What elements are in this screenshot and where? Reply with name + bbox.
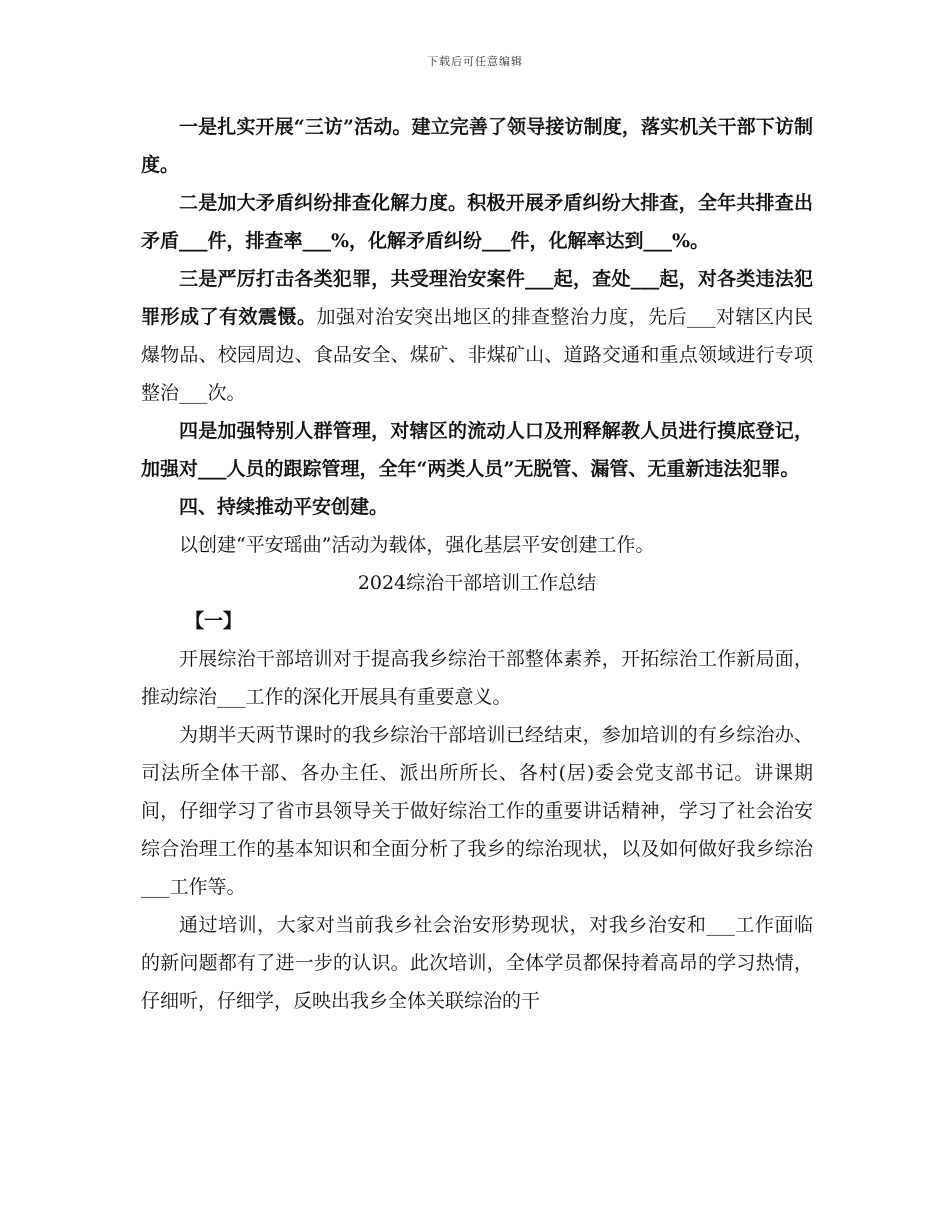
paragraph-3-rest: 加强对治安突出地区的排查整治力度，先后___对辖区内民爆物品、校园周边、食品安全、煤矿、非煤矿山、道路交通和重点领域进行专项整治___次。 bbox=[141, 306, 813, 404]
paragraph-6 bbox=[141, 526, 813, 564]
section-paragraph-1: 开展综治干部培训对于提高我乡综治干部整体素养，开拓综治工作新局面，推动综治___工作的深化开展具有重要意义。 bbox=[141, 648, 813, 708]
document-body bbox=[141, 108, 813, 1020]
paragraph-4-bold: 四是加强特别人群管理，对辖区的流动人口及刑释解教人员进行摸底登记，加强对___人员的跟踪管理，全年“两类人员”无脱管、漏管、无重新违法犯罪。 bbox=[141, 420, 813, 480]
paragraph-2 bbox=[141, 184, 813, 260]
section-paragraph-2: 为期半天两节课时的我乡综治干部培训已经结束，参加培训的有乡综治办、司法所全体干部、各办主任、派出所所长、各村(居)委会党支部书记。讲课期间，仔细学习了省市县领导关于做好综治工作的重要讲话精神，学习了社会治安综合治理工作的基本知识和全面分析了我乡的综治现状，以及如何做好我乡综治___工作等。 bbox=[141, 724, 813, 898]
paragraph-5-heading bbox=[141, 488, 813, 526]
paragraph-4 bbox=[141, 412, 813, 488]
section-marker: 【一】 bbox=[185, 610, 243, 632]
paragraph-1-bold: 一是扎实开展“三访”活动。建立完善了领导接访制度，落实机关干部下访制度。 bbox=[141, 116, 813, 176]
page-header: 下载后可任意编辑 bbox=[427, 55, 523, 68]
paragraph-3 bbox=[141, 260, 813, 412]
paragraph-1 bbox=[141, 108, 813, 184]
section-title: 2024综治干部培训工作总结 bbox=[357, 572, 597, 594]
paragraph-5-bold: 四、持续推动平安创建。 bbox=[179, 496, 389, 518]
paragraph-2-bold: 二是加大矛盾纠纷排查化解力度。积极开展矛盾纠纷大排查，全年共排查出矛盾___件，排查率___%，化解矛盾纠纷___件，化解率达到___%。 bbox=[141, 192, 813, 252]
paragraph-3-bold: 三是严厉打击各类犯罪，共受理治安案件___起，查处___起，对各类违法犯罪形成了有效震慑。 bbox=[141, 268, 813, 328]
section-paragraph-3: 通过培训，大家对当前我乡社会治安形势现状，对我乡治安和___工作面临的新问题都有了进一步的认识。此次培训，全体学员都保持着高昂的学习热情，仔细听，仔细学，反映出我乡全体关联综治的干 bbox=[141, 914, 813, 1012]
paragraph-6-rest: 以创建“平安瑶曲”活动为载体，强化基层平安创建工作。 bbox=[179, 534, 655, 556]
